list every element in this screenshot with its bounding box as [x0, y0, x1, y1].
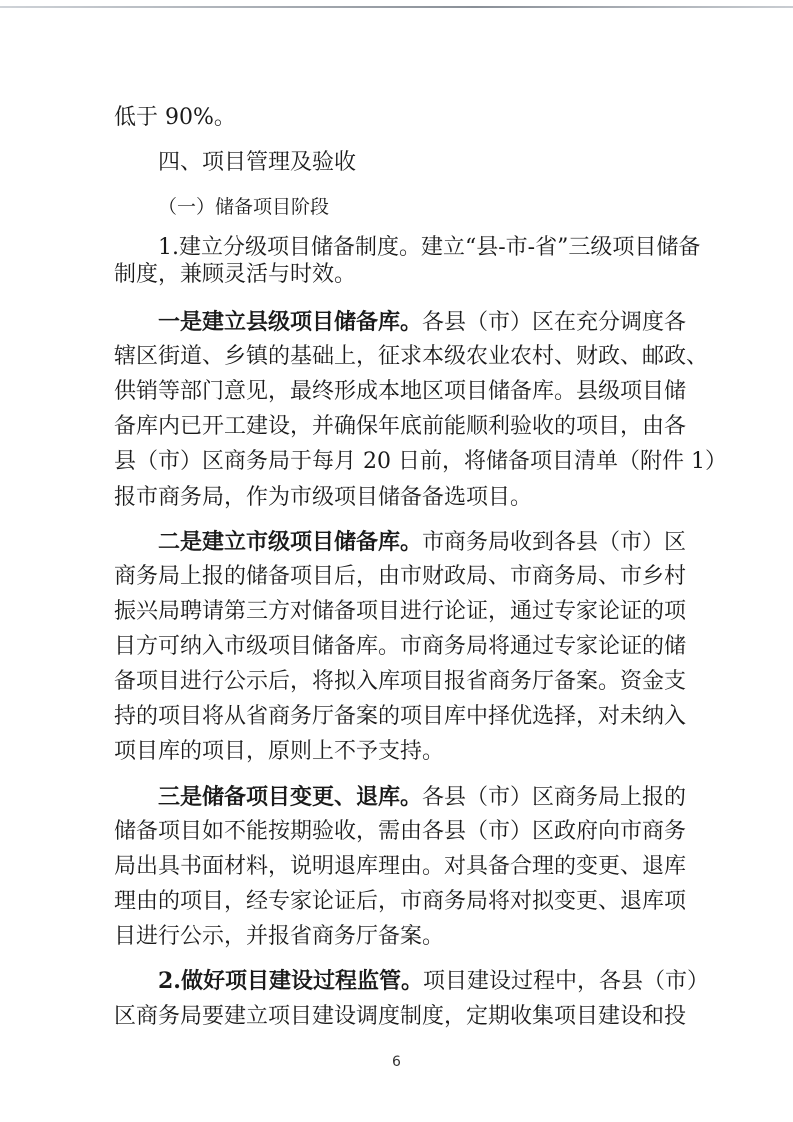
- paragraph-text: 各县（市）区商务局上报的: [422, 785, 687, 810]
- section-heading: 四、项目管理及验收: [158, 150, 357, 175]
- text-line: 区商务局要建立项目建设调度制度，定期收集项目建设和投: [114, 1004, 687, 1029]
- paragraph-lead: 三是储备项目变更、退库。: [158, 784, 423, 810]
- paragraph-lead: 2.做好项目建设过程监管。: [158, 968, 423, 994]
- text-line: 报市商务局，作为市级项目储备备选项目。: [114, 485, 533, 510]
- page-number: 6: [392, 1054, 401, 1070]
- paragraph-lead: 二是建立市级项目储备库。: [158, 529, 423, 555]
- text-line: 项目库的项目，原则上不予支持。: [114, 739, 445, 764]
- text-line: 局出具书面材料，说明退库理由。对具备合理的变更、退库: [114, 854, 687, 879]
- text-line: 制度，兼顾灵活与时效。: [114, 262, 357, 287]
- text-line: 振兴局聘请第三方对储备项目进行论证，通过专家论证的项: [114, 599, 687, 624]
- text-line: 储备项目如不能按期验收，需由各县（市）区政府向市商务: [114, 819, 687, 844]
- text-line: 备项目进行公示后，将拟入库项目报省商务厅备案。资金支: [114, 669, 687, 694]
- paragraph-lead: 一是建立县级项目储备库。: [158, 309, 423, 335]
- text-line: 目方可纳入市级项目储备库。市商务局将通过专家论证的储: [114, 634, 687, 659]
- text-line: 低于 90%。: [114, 105, 236, 130]
- text-line: 理由的项目，经专家论证后，市商务局将对拟变更、退库项: [114, 889, 687, 914]
- text-line-with-lead: [158, 527, 687, 558]
- text-line: 辖区街道、乡镇的基础上，征求本级农业农村、财政、邮政、: [114, 344, 709, 369]
- paragraph-text: 市商务局收到各县（市）区: [422, 530, 687, 555]
- text-line: 目进行公示，并报省商务厅备案。: [114, 924, 445, 949]
- text-line-with-lead: [158, 307, 687, 338]
- paragraph-text: 各县（市）区在充分调度各: [422, 310, 687, 335]
- text-line: 供销等部门意见，最终形成本地区项目储备库。县级项目储: [114, 379, 687, 404]
- text-line: 县（市）区商务局于每月 20 日前，将储备项目清单（附件 1）: [114, 449, 727, 474]
- text-line-with-lead: [158, 966, 709, 997]
- text-line-with-lead: [158, 782, 687, 813]
- text-line: 持的项目将从省商务厅备案的项目库中择优选择，对未纳入: [114, 704, 687, 729]
- subsection-heading: （一）储备项目阶段: [158, 196, 330, 218]
- text-line: 1.建立分级项目储备制度。建立“县-市-省”三级项目储备: [158, 235, 701, 260]
- text-line: 备库内已开工建设，并确保年底前能顺利验收的项目，由各: [114, 414, 687, 439]
- text-line: 商务局上报的储备项目后，由市财政局、市商务局、市乡村: [114, 564, 687, 589]
- paragraph-text: 项目建设过程中，各县（市）: [422, 969, 709, 994]
